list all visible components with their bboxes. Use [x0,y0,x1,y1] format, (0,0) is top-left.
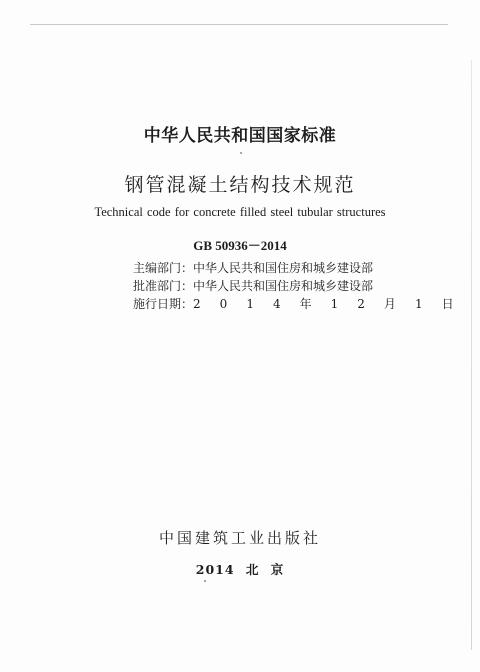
chief-department-value: 中华人民共和国住房和城乡建设部 [193,261,374,275]
publisher-name: 中国建筑工业出版社 [158,529,321,547]
approval-department-row [133,277,373,295]
effective-date-value: 2 0 1 4 年 1 2 月 1 日 [193,297,462,311]
chief-department-label: 主编部门： [133,261,194,275]
document-title-english: Technical code for concrete filled steel tubular structures [94,205,386,219]
approval-department-label: 批准部门： [133,279,194,293]
effective-date-row [133,295,461,313]
approval-department-value: 中华人民共和国住房和城乡建设部 [193,279,374,293]
document-title-chinese: 钢管混凝土结构技术规范 [124,174,356,196]
standard-type-heading: 中华人民共和国国家标准 [143,126,337,146]
paper-speck [204,580,206,582]
top-rule [30,24,448,25]
effective-date-label: 施行日期： [133,297,194,311]
publication-year-place: 2014 北 京 [195,562,285,577]
paper-speck [240,152,242,154]
chief-department-row [133,259,373,277]
standard-code: GB 50936－2014 [193,238,287,253]
